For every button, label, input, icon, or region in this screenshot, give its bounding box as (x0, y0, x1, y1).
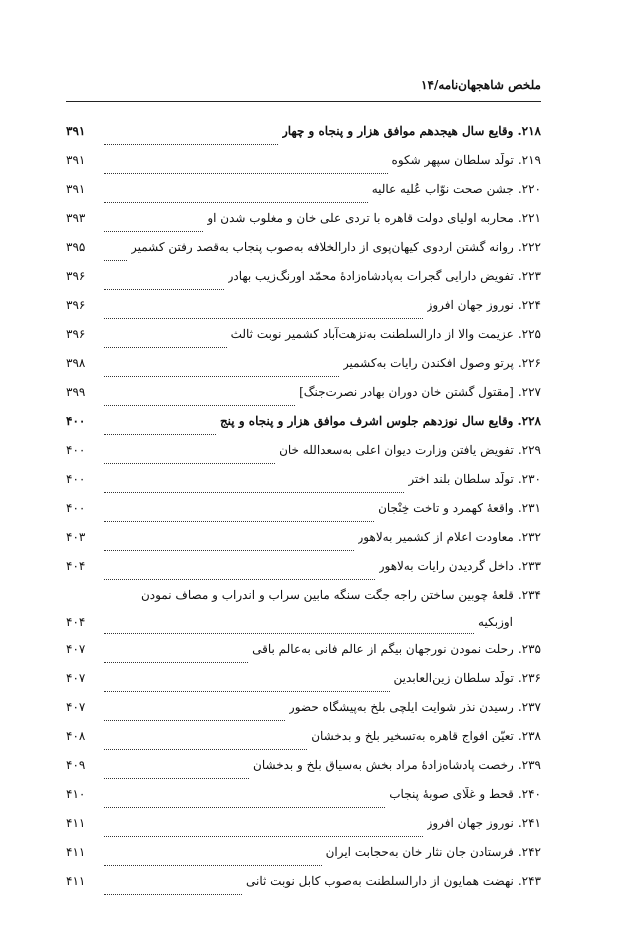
toc-entry-page: ۴۰۴ (66, 615, 86, 629)
toc-entry-number: ۲۳۱. (517, 501, 541, 515)
toc-leader-dots (104, 173, 388, 174)
toc-entry (66, 298, 541, 327)
toc-entry-page: ۴۰۰ (66, 472, 86, 486)
toc-leader-dots (104, 807, 385, 808)
toc-entry-number: ۲۳۸. (517, 729, 541, 743)
toc-leader-dots (104, 836, 423, 837)
toc-entry-title: رخصت پادشاه‌زادهٔ مراد بخش به‌سیاق بلخ و بدخشان (253, 758, 514, 772)
toc-entry-number: ۲۲۰. (517, 182, 541, 196)
toc-entry-number: ۲۴۰. (517, 787, 541, 801)
toc-entry-page: ۴۰۳ (66, 530, 86, 544)
toc-entry-title: روانه گشتن اردوی کیهان‌پوی از دارالخلافه به‌صوب پنجاب به‌قصد رفتن کشمیر (131, 240, 514, 254)
toc-entry-number: ۲۲۴. (517, 298, 541, 312)
toc-entry-title: نوروز جهان افروز (426, 298, 514, 312)
toc-entry-number: ۲۲۹. (517, 443, 541, 457)
toc-entry-page: ۳۹۱ (66, 182, 86, 196)
toc-entry-title: رسیدن نذر شوایت ایلچی بلخ به‌پیشگاه حضور (288, 700, 514, 714)
toc-entry-title: تعیّن افواج قاهره به‌تسخیر بلخ و بدخشان (311, 729, 514, 743)
toc-entry-title: وقایع سال هیجدهم موافق هزار و پنجاه و چهار (281, 124, 514, 138)
toc-entry-title: تفویض یافتن وزارت دیوان اعلی به‌سعدالله خان (279, 443, 514, 457)
toc-entry-title: فرستادن جان نثار خان به‌حجابت ایران (325, 845, 514, 859)
toc-entry (66, 671, 541, 700)
toc-entry-number: ۲۳۳. (517, 559, 541, 573)
toc-entry (66, 559, 541, 588)
toc-entry (66, 356, 541, 385)
toc-leader-dots (104, 720, 285, 721)
toc-entry-title: نهضت همایون از دارالسلطنت به‌صوب کابل نوبت ثانی (246, 874, 514, 888)
toc-entry (66, 211, 541, 240)
toc-leader-dots (104, 662, 248, 663)
toc-entry-page: ۴۰۰ (66, 443, 86, 457)
toc-entry (66, 845, 541, 874)
header-rule (66, 101, 541, 102)
toc-leader-dots (104, 434, 216, 435)
toc-entry (66, 588, 541, 642)
toc-entry-title: جشن صحت نوّاب عُلیه عالیه (371, 182, 514, 196)
toc-leader-dots (104, 318, 423, 319)
toc-entry-number: ۲۳۷. (517, 700, 541, 714)
toc-entry-page: ۳۹۱ (66, 124, 86, 138)
toc-leader-dots (104, 376, 339, 377)
toc-leader-dots (104, 521, 374, 522)
toc-leader-dots (104, 550, 354, 551)
toc-entry (66, 472, 541, 501)
toc-leader-dots (104, 260, 127, 261)
toc-entry-title: عزیمت والا از دارالسلطنت به‌نزهت‌آباد کشمیر نوبت ثالث (230, 327, 514, 341)
toc-entry-number: ۲۱۸. (517, 124, 541, 138)
toc-entry-page: ۳۹۵ (66, 240, 86, 254)
toc-entry-title: قلعهٔ چوبین ساختن راجه جگت سنگه مابین سراب و اندراب و مصاف نمودن (140, 588, 514, 602)
toc-leader-dots (104, 202, 368, 203)
toc-entry (66, 327, 541, 356)
toc-entry (66, 182, 541, 211)
toc-entry-number: ۲۴۱. (517, 816, 541, 830)
toc-entry-number: ۲۲۳. (517, 269, 541, 283)
toc-entry (66, 443, 541, 472)
toc-entry-title: رحلت نمودن نورجهان بیگم از عالم فانی به‌عالم باقی (252, 642, 514, 656)
table-of-contents (66, 124, 541, 903)
toc-leader-dots (104, 778, 249, 779)
toc-leader-dots (104, 405, 295, 406)
toc-entry (66, 874, 541, 903)
toc-entry (66, 729, 541, 758)
toc-entry (66, 153, 541, 182)
toc-entry (66, 642, 541, 671)
toc-leader-dots (104, 633, 474, 634)
toc-entry-number: ۲۲۸. (517, 414, 541, 428)
toc-entry-page: ۳۹۹ (66, 385, 86, 399)
toc-entry-title: وقایع سال نوزدهم جلوس اشرف موافق هزار و پنجاه و پنج (219, 414, 514, 428)
toc-entry-page: ۴۱۱ (66, 874, 86, 888)
toc-entry-title: واقعهٔ کهمرد و تاخت خِنْجان (378, 501, 514, 515)
toc-entry-page: ۴۰۰ (66, 414, 86, 428)
toc-entry-title: نوروز جهان افروز (426, 816, 514, 830)
toc-leader-dots (104, 894, 242, 895)
toc-entry (66, 530, 541, 559)
toc-leader-dots (104, 691, 390, 692)
toc-entry-number: ۲۳۵. (517, 642, 541, 656)
toc-entry (66, 414, 541, 443)
toc-entry-page: ۴۰۹ (66, 758, 86, 772)
toc-entry (66, 124, 541, 153)
toc-entry-page: ۳۹۶ (66, 298, 86, 312)
toc-entry-page: ۳۹۳ (66, 211, 86, 225)
toc-leader-dots (104, 463, 275, 464)
toc-entry-number: ۲۳۰. (517, 472, 541, 486)
toc-entry-page: ۴۰۷ (66, 642, 86, 656)
toc-entry-title: قحط و غلّای صوبهٔ پنجاب (389, 787, 514, 801)
toc-entry (66, 816, 541, 845)
toc-leader-dots (104, 144, 278, 145)
toc-entry (66, 240, 541, 269)
toc-leader-dots (104, 347, 227, 348)
toc-entry-page: ۳۹۶ (66, 269, 86, 283)
toc-entry-number: ۲۳۴. (517, 588, 541, 602)
toc-entry-page: ۴۰۴ (66, 559, 86, 573)
toc-entry (66, 501, 541, 530)
toc-leader-dots (104, 492, 404, 493)
toc-entry-title: پرتو وصول افکندن رایات به‌کشمیر (342, 356, 514, 370)
toc-entry-title: [مقتول گشتن خان دوران بهادر نصرت‌جنگ] (299, 385, 514, 399)
toc-entry-number: ۲۱۹. (517, 153, 541, 167)
toc-leader-dots (104, 865, 322, 866)
toc-entry (66, 700, 541, 729)
toc-entry-page: ۴۱۱ (66, 845, 86, 859)
toc-leader-dots (104, 231, 203, 232)
toc-entry-page: ۴۱۰ (66, 787, 86, 801)
toc-entry-title: معاودت اعلام از کشمیر به‌لاهور (357, 530, 514, 544)
toc-entry-page: ۴۰۷ (66, 671, 86, 685)
toc-entry (66, 758, 541, 787)
toc-entry-number: ۲۲۶. (517, 356, 541, 370)
toc-leader-dots (104, 289, 224, 290)
toc-entry-title: محاربه اولیای دولت قاهره با تردی علی خان و مغلوب شدن او (207, 211, 514, 225)
toc-entry-title: تولّد سلطان زین‌العابدین (393, 671, 514, 685)
toc-entry-title-continued: اوزبکیه (478, 615, 513, 629)
toc-entry (66, 787, 541, 816)
toc-entry-number: ۲۴۳. (517, 874, 541, 888)
toc-entry-number: ۲۳۶. (517, 671, 541, 685)
toc-leader-dots (104, 749, 307, 750)
toc-entry-number: ۲۴۲. (517, 845, 541, 859)
toc-entry-number: ۲۳۲. (517, 530, 541, 544)
toc-entry-title: تفویض دارایی گجرات به‌پادشاه‌زادهٔ محمّد اورنگ‌زیب بهادر (227, 269, 514, 283)
toc-entry (66, 269, 541, 298)
toc-entry-title: داخل گردیدن رایات به‌لاهور (378, 559, 514, 573)
toc-entry-page: ۳۹۶ (66, 327, 86, 341)
toc-entry-page: ۳۹۱ (66, 153, 86, 167)
toc-leader-dots (104, 579, 375, 580)
toc-entry-page: ۴۰۸ (66, 729, 86, 743)
toc-entry-title: تولّد سلطان سپهر شکوه (391, 153, 514, 167)
toc-entry-page: ۴۱۱ (66, 816, 86, 830)
toc-entry-number: ۲۲۵. (517, 327, 541, 341)
toc-entry-number: ۲۲۷. (517, 385, 541, 399)
toc-entry-number: ۲۲۲. (517, 240, 541, 254)
toc-entry (66, 385, 541, 414)
toc-entry-title: تولّد سلطان بلند اختر (408, 472, 514, 486)
toc-entry-page: ۴۰۷ (66, 700, 86, 714)
toc-entry-page: ۴۰۰ (66, 501, 86, 515)
toc-entry-number: ۲۳۹. (517, 758, 541, 772)
toc-entry-page: ۳۹۸ (66, 356, 86, 370)
running-header: ملخص شاهجهان‌نامه/۱۴ (421, 78, 541, 92)
toc-entry-number: ۲۲۱. (517, 211, 541, 225)
